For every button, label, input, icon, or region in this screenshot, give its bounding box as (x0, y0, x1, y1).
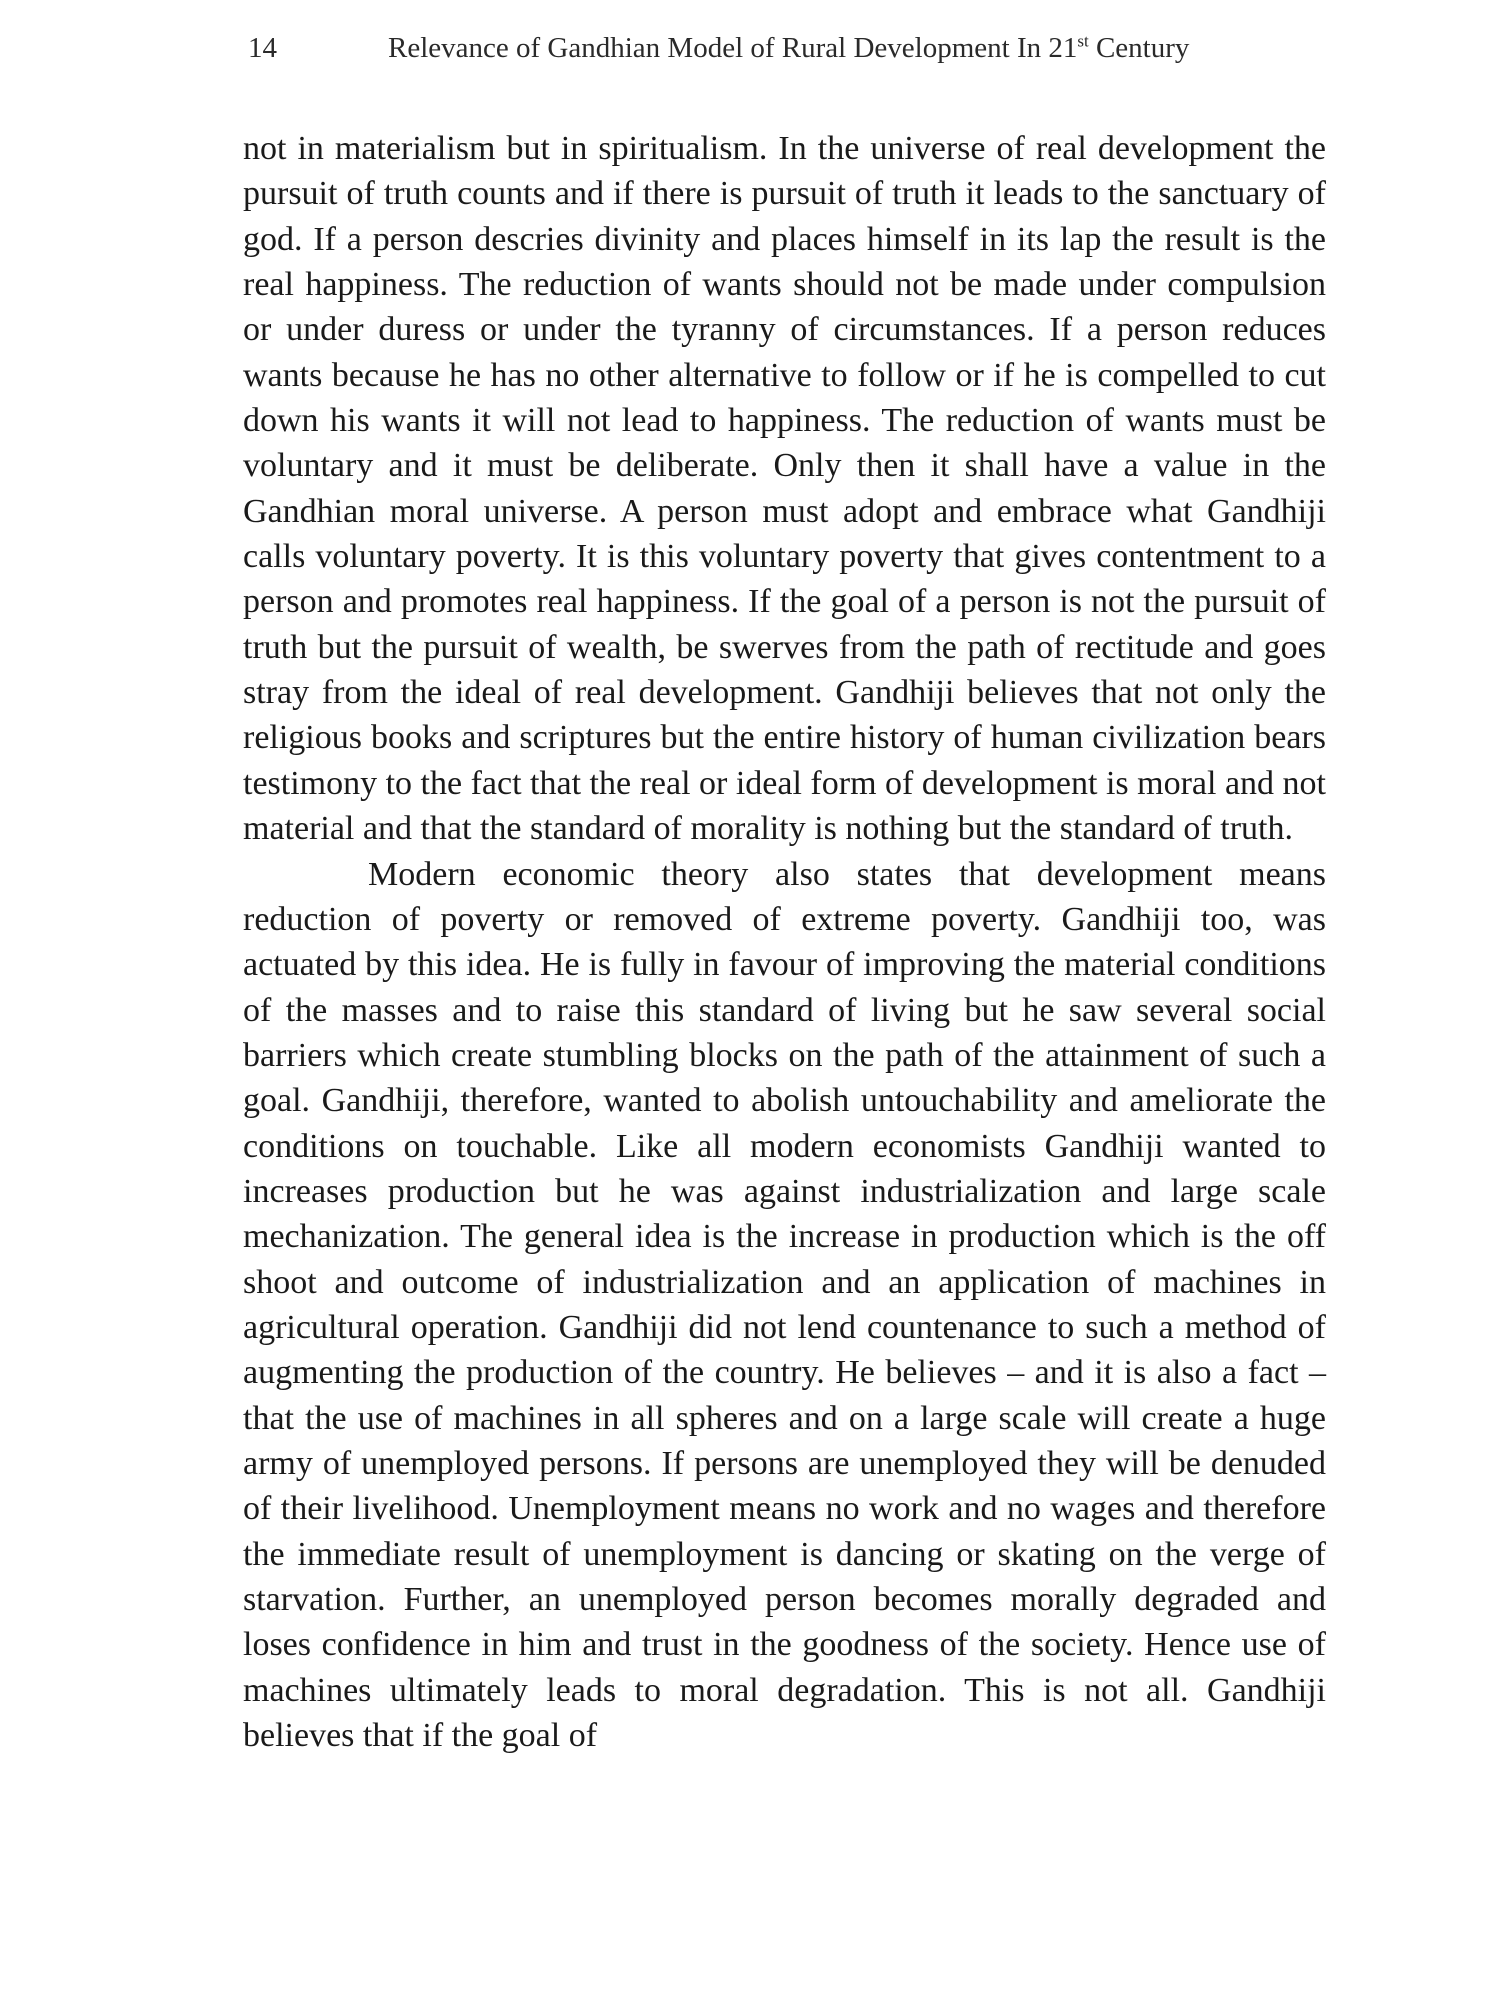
running-title-end: Century (1088, 32, 1190, 64)
running-header (248, 28, 1328, 68)
running-title-superscript: st (1077, 31, 1089, 51)
running-title (388, 28, 1189, 68)
running-title-text: Relevance of Gandhian Model of Rural Development In 21 (388, 32, 1078, 64)
page-number: 14 (248, 32, 277, 64)
paragraph-2: Modern economic theory also states that development means reduction of poverty or removed of extreme poverty. Gandhiji too, was actuated by this idea. He is fully in favour of improving the material conditions of the masses and to raise this standard of living but he saw several social barriers which create stumbling blocks on the path of the attainment of such a goal. Gandhiji, therefore, wanted to abolish untouchability and ameliorate the conditions on touchable. Like all modern economists Gandhiji wanted to increases production but he was against industrialization and large scale mechanization. The general idea is the increase in production which is the off shoot and outcome of industrialization and an application of machines in agricultural operation. Gandhiji did not lend countenance to such a method of augmenting the production of the country. He believes – and it is also a fact – that the use of machines in all spheres and on a large scale will create a huge army of unemployed persons. If persons are unemployed they will be denuded of their livelihood. Unemployment means no work and no wages and therefore the immediate result of unemployment is dancing or skating on the verge of starvation. Further, an unemployed person becomes morally degraded and loses confidence in him and trust in the goodness of the society. Hence use of machines ultimately leads to moral degradation. This is not all. Gandhiji believes that if the goal of (243, 855, 1326, 1755)
body-text (243, 126, 1326, 1758)
paragraph-1: not in materialism but in spiritualism. In the universe of real development the pursuit of truth counts and if there is pursuit of truth it leads to the sanctuary of god. If a person descries divinity and places himself in its lap the result is the real happiness. The reduction of wants should not be made under compulsion or under duress or under the tyranny of circumstances. If a person reduces wants because he has no other alternative to follow or if he is compelled to cut down his wants it will not lead to happiness. The reduction of wants must be voluntary and it must be deliberate. Only then it shall have a value in the Gandhian moral universe. A person must adopt and embrace what Gandhiji calls voluntary poverty. It is this voluntary poverty that gives contentment to a person and promotes real happiness. If the goal of a person is not the pursuit of truth but the pursuit of wealth, be swerves from the path of rectitude and goes stray from the ideal of real development. Gandhiji believes that not only the religious books and scriptures but the entire history of human civilization bears testimony to the fact that the real or ideal form of development is moral and not material and that the standard of morality is nothing but the standard of truth. (243, 130, 1326, 848)
